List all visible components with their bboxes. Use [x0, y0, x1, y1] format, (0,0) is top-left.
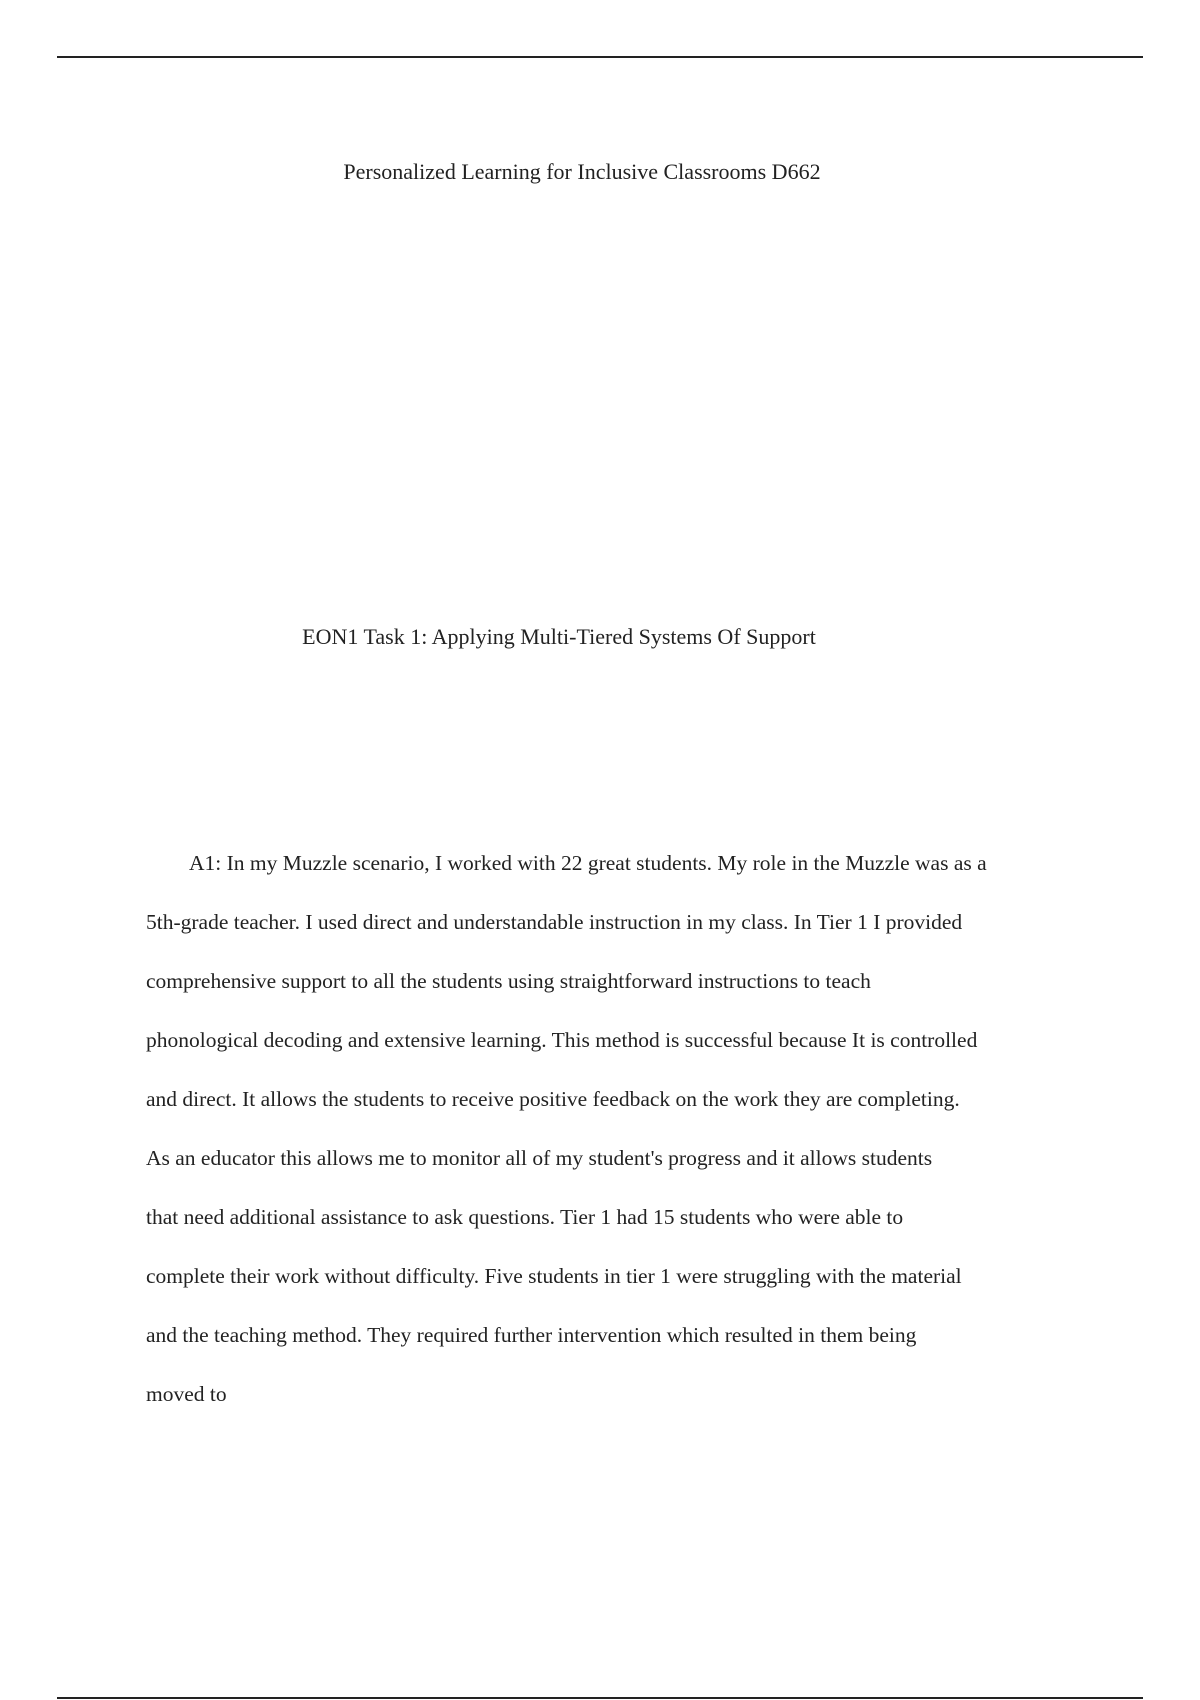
body-paragraph: [146, 846, 1096, 1436]
body-line: phonological decoding and extensive learning. This method is successful because It is controlled: [146, 1028, 978, 1052]
body-line: As an educator this allows me to monitor all of my student's progress and it allows students: [146, 1146, 933, 1170]
body-line: and the teaching method. They required further intervention which resulted in them being: [146, 1323, 917, 1347]
body-line: 5th-grade teacher. I used direct and understandable instruction in my class. In Tier 1 I provided: [146, 910, 963, 934]
course-title: Personalized Learning for Inclusive Classrooms D662: [343, 159, 821, 184]
body-line: A1: In my Muzzle scenario, I worked with 22 great students. My role in the Muzzle was as a: [189, 851, 987, 875]
body-line: comprehensive support to all the students using straightforward instructions to teach: [146, 969, 871, 993]
body-line: complete their work without difficulty. Five students in tier 1 were struggling with the material: [146, 1264, 962, 1288]
body-line: and direct. It allows the students to receive positive feedback on the work they are completing.: [146, 1087, 960, 1111]
header-rule: [57, 56, 1143, 58]
task-title: EON1 Task 1: Applying Multi-Tiered Systems Of Support: [302, 624, 816, 649]
body-line: that need additional assistance to ask questions. Tier 1 had 15 students who were able to: [146, 1205, 904, 1229]
footer-rule: [57, 1697, 1143, 1699]
body-line: moved to: [146, 1382, 227, 1406]
